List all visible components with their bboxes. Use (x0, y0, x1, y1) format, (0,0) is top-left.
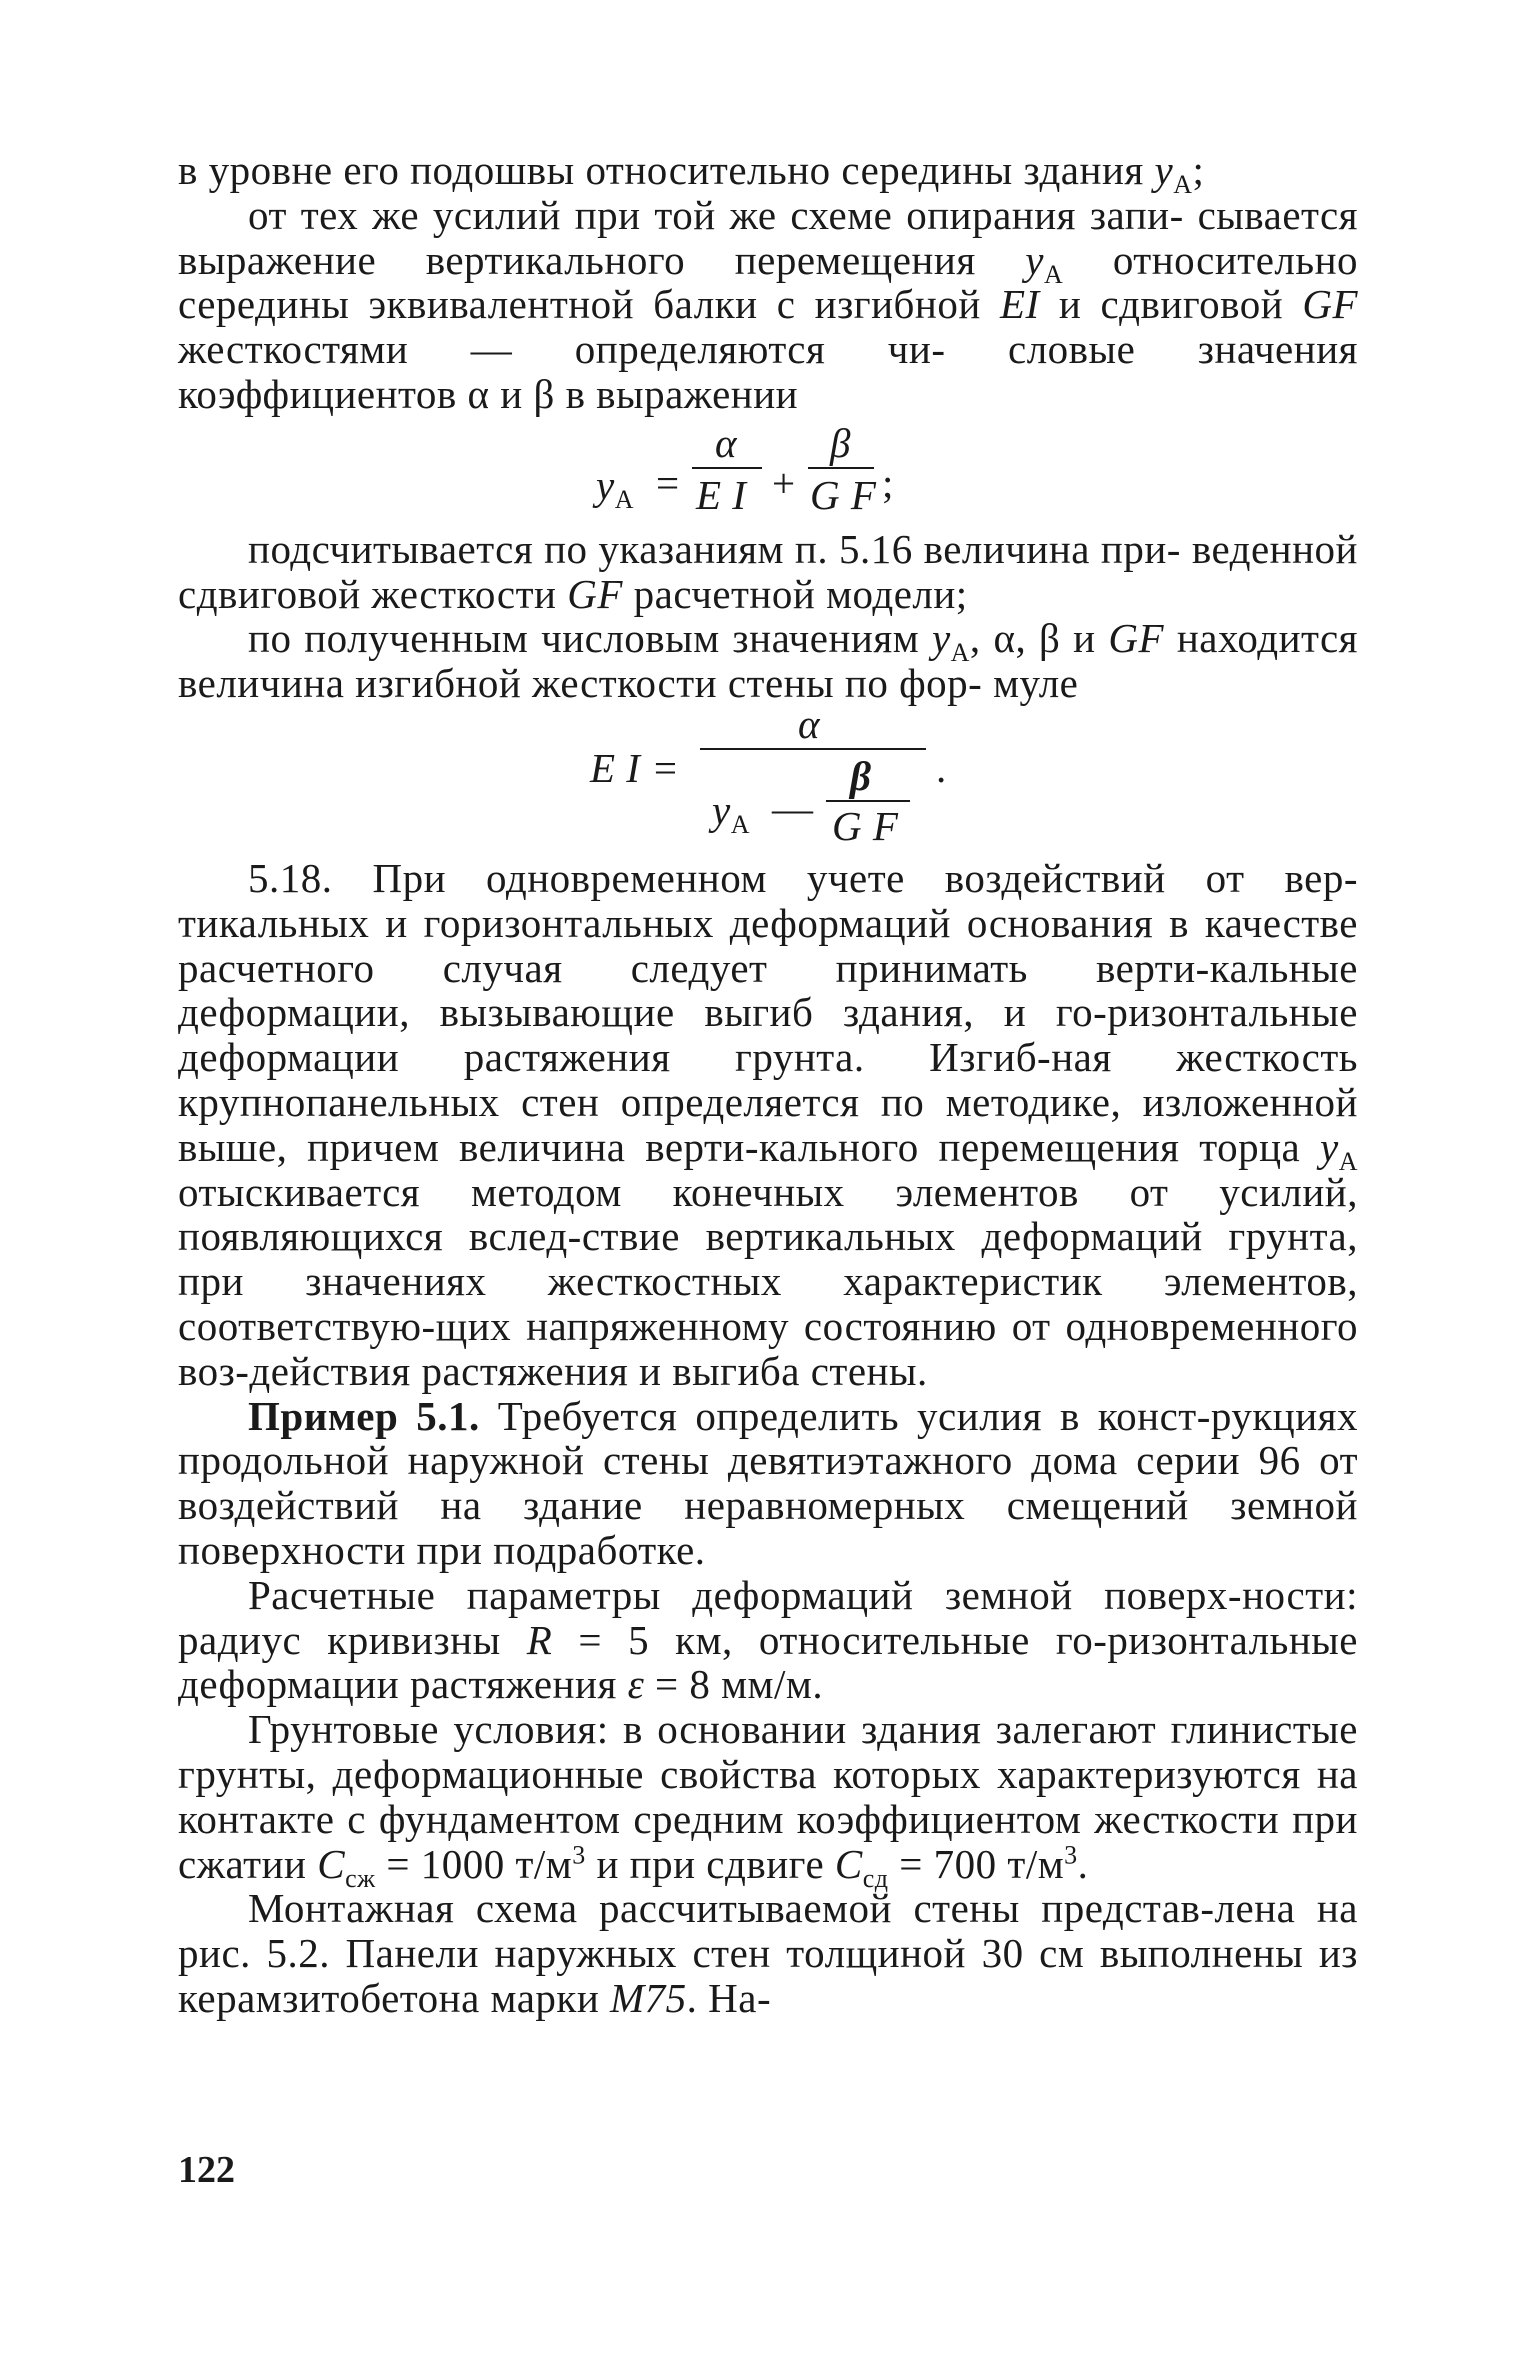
text-run: подсчитывается по указаниям п. 5.16 величина при- (248, 525, 1181, 572)
formula-ei: E I (696, 471, 747, 518)
formula-beta: β (850, 752, 872, 799)
text-run: находится величина изгибной жесткости стены по фор- (178, 615, 1359, 707)
var-gf: GF (567, 570, 623, 617)
sup-3: 3 (1064, 1839, 1078, 1869)
sub-a: A (1338, 1146, 1358, 1176)
paragraph-4 (178, 616, 1358, 706)
var-epsilon: ε (627, 1661, 645, 1708)
formula-beta: β (830, 419, 851, 466)
example-heading: Пример 5.1. (248, 1392, 480, 1439)
formula-lhs (596, 461, 634, 514)
paragraph-scheme (178, 1886, 1358, 2020)
var-y: y (1320, 1123, 1339, 1170)
text-run: ; (1192, 147, 1205, 193)
formula-eq: = (656, 459, 680, 506)
var-y: y (1154, 147, 1174, 193)
text-run: и при сдвиге (596, 1840, 825, 1887)
text-run: . (1077, 1840, 1089, 1887)
sub-szh: сж (345, 1863, 376, 1893)
page-number: 122 (178, 2149, 235, 2191)
text-run: от тех же усилий при той же схеме опирания запи- (248, 191, 1184, 238)
formula-semi: ; (882, 459, 894, 506)
text-run: y (712, 786, 731, 833)
paragraph-soil (178, 1706, 1358, 1893)
var-gf: GF (1302, 281, 1358, 328)
sup-3: 3 (572, 1839, 586, 1869)
var-gf: GF (1108, 615, 1165, 662)
paragraph-parameters (178, 1573, 1358, 1707)
var-c: C (834, 1840, 863, 1887)
fraction-bar (826, 800, 910, 802)
fraction-bar (692, 467, 762, 469)
text-run: 5.18. При одновременном учете воздействий от вер-тикальных и горизонтальных деформаций основания в качестве расчетного случая следует принимать верти-кальные деформации, вызывающие выгиб здания, и го-ризонтальные деформации растяжения грунта. Изгиб-ная жесткость крупнопанельных стен определяется по методике, изложенной выше, причем величина верти-кального перемещения торца (178, 854, 1358, 1170)
formula-minus: — (772, 784, 814, 831)
var-y: y (931, 615, 951, 662)
formula-dot: . (936, 744, 947, 791)
text-run: Монтажная схема рассчитываемой стены представ-лена на рис. 5.2. Панели наружных стен толщиной 30 см выполнены из керамзитобетона марки (178, 1885, 1358, 2021)
text-run: Грунтовые условия: в основании здания залегают глинистые грунты, деформационные свойства которых характеризуются на контакте с фундаментом средним коэффициентом жесткости при сжатии (178, 1706, 1358, 1887)
formula-denominator-y (712, 786, 750, 840)
sub-sd: сд (862, 1863, 889, 1893)
text-run: Требуется определить усилия в конст-рукциях продольной наружной стены девятиэтажного дома серии 96 от воздействий на здание неравномерных смещений земной поверхности при подработке. (178, 1392, 1358, 1573)
formula-gf: G F (810, 471, 877, 518)
text-run: = 5 км, относительные го-ризонтальные деформации растяжения (178, 1616, 1359, 1708)
text-run: Расчетные параметры деформаций земной поверх-ности: радиус кривизны (178, 1571, 1358, 1663)
var-c: C (317, 1840, 346, 1887)
text-run: веденной сдвиговой жесткости (178, 525, 1358, 617)
sub-a: A (1173, 170, 1193, 200)
formula-gf: G F (832, 802, 899, 849)
text-run: сывается выражение вертикального перемещения (178, 191, 1358, 283)
text-run: расчетной модели; (633, 570, 968, 617)
formula-lhs: E I = (590, 744, 680, 791)
text-run: по полученным числовым значениям (248, 615, 920, 662)
text-run: муле (993, 660, 1079, 707)
body-text (178, 148, 1358, 2021)
paragraph-2 (178, 193, 1358, 417)
formula-plus: + (772, 459, 796, 506)
sub-a: A (950, 638, 970, 668)
formula-ya (178, 417, 1358, 527)
text-run: словые значения коэффициентов α и β в выражении (178, 326, 1358, 417)
text-run: . На- (686, 1974, 772, 2021)
text-run: отыскивается методом конечных элементов от усилий, появляющихся вслед-ствие вертикальных деформаций грунта, при значениях жесткостных характеристик элементов, соответствую-щих напряженному состоянию от одновременного воз-действия растяжения и выгиба стены. (178, 1168, 1358, 1394)
text-run: = 700 т/м (899, 1840, 1065, 1887)
text-run: и сдвиговой (1058, 281, 1284, 328)
text-run: = 1000 т/м (386, 1840, 573, 1887)
var-y: y (1025, 236, 1044, 283)
text-run: жесткостями — определяются чи- (178, 326, 946, 373)
var-r: R (526, 1616, 553, 1663)
text-run: , α, β и (969, 615, 1096, 662)
formula-ei (178, 700, 1358, 856)
formula-alpha: α (715, 419, 738, 466)
text-run: в уровне его подошвы относительно середины здания (178, 147, 1144, 193)
sub-a: A (614, 484, 634, 514)
paragraph-example (178, 1394, 1358, 1573)
var-ei: EI (999, 281, 1040, 328)
paragraph-3 (178, 527, 1358, 617)
text-run: относительно середины эквивалентной балки с изгибной (178, 236, 1359, 328)
sub-a: A (730, 810, 750, 840)
formula-alpha: α (798, 700, 821, 747)
paragraph-1 (178, 147, 1358, 200)
text-run: y (596, 461, 615, 508)
sub-a: A (1043, 259, 1064, 289)
paragraph-5-18 (178, 856, 1358, 1394)
var-m75: M75 (610, 1974, 687, 2021)
text-run: = 8 мм/м. (654, 1661, 824, 1708)
fraction-bar (700, 748, 926, 750)
fraction-bar (808, 467, 874, 469)
